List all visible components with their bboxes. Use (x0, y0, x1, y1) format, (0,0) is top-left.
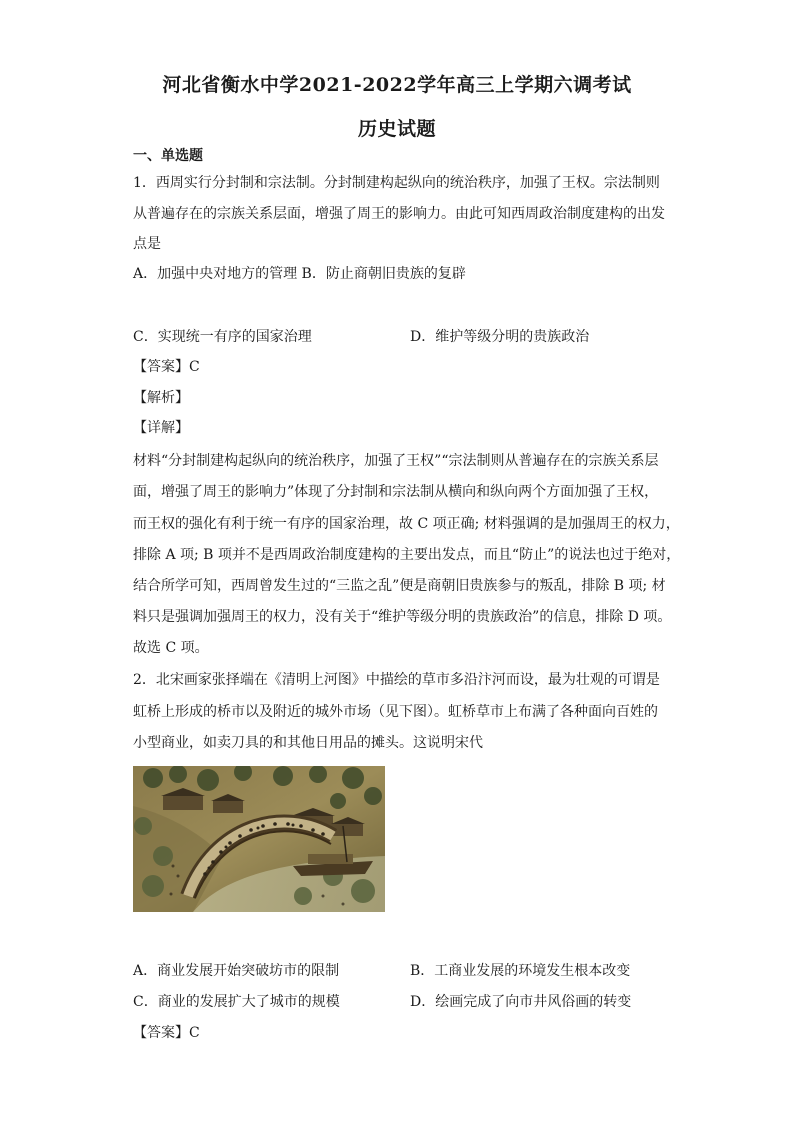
q1-detail-line-3: 而王权的强化有利于统一有序的国家治理，故 C 项正确; 材料强调的是加强周王的权力， (133, 516, 680, 532)
q2-answer: 【答案】C (133, 1025, 200, 1041)
q1-detail-line-2: 面，增强了周王的影响力”体现了分封制和宗法制从横向和纵向两个方面加强了王权， (133, 484, 659, 500)
q1-option-c: C．实现统一有序的国家治理 (133, 329, 312, 345)
q1-detail-line-7: 故选 C 项。 (133, 640, 209, 656)
q1-detail-label: 【详解】 (133, 420, 189, 436)
q2-stem-line-3: 小型商业，如卖刀具的和其他日用品的摊头。这说明宋代 (133, 735, 483, 751)
exam-subject-title: 历史试题 (357, 118, 436, 140)
q1-detail-line-4: 排除 A 项; B 项并不是西周政治制度建构的主要出发点，而且“防止”的说法也过于绝对， (133, 547, 681, 563)
q1-option-a-b: A．加强中央对地方的管理 B．防止商朝旧贵族的复辟 (133, 266, 466, 282)
q2-option-a: A．商业发展开始突破坊市的限制 (133, 963, 340, 979)
q1-stem-line-3: 点是 (133, 236, 161, 252)
q1-detail-line-1: 材料“分封制建构起纵向的统治秩序，加强了王权”“宗法制则从普遍存在的宗族关系层 (133, 453, 659, 469)
q2-stem-line-2: 虹桥上形成的桥市以及附近的城外市场（见下图）。虹桥草市上布满了各种面向百姓的 (133, 704, 658, 720)
q2-option-b: B．工商业发展的环境发生根本改变 (410, 963, 631, 979)
q1-detail-line-5: 结合所学可知，西周曾发生过的“三监之乱”便是商朝旧贵族参与的叛乱，排除 B 项; 材 (133, 578, 666, 594)
q1-analysis-label: 【解析】 (133, 390, 189, 406)
q2-option-c: C．商业的发展扩大了城市的规模 (133, 994, 340, 1010)
q1-stem-line-2: 从普遍存在的宗族关系层面，增强了周王的影响力。由此可知西周政治制度建构的出发 (133, 206, 665, 222)
q2-stem-line-1: 2．北宋画家张择端在《清明上河图》中描绘的草市多沿汴河而设，最为壮观的可谓是 (133, 672, 660, 688)
q1-option-d: D．维护等级分明的贵族政治 (410, 329, 590, 345)
q1-stem-line-1: 1．西周实行分封制和宗法制。分封制建构起纵向的统治秩序，加强了王权。宗法制则 (133, 175, 660, 191)
qingming-painting-image (133, 766, 385, 912)
q1-answer: 【答案】C (133, 359, 200, 375)
section-heading: 一、单选题 (133, 148, 203, 164)
q2-option-d: D．绘画完成了向市井风俗画的转变 (410, 994, 632, 1010)
q1-detail-line-6: 料只是强调加强周王的权力，没有关于“维护等级分明的贵族政治”的信息，排除 D 项。 (133, 609, 672, 625)
exam-title: 河北省衡水中学2021-2022学年高三上学期六调考试 (162, 74, 632, 96)
